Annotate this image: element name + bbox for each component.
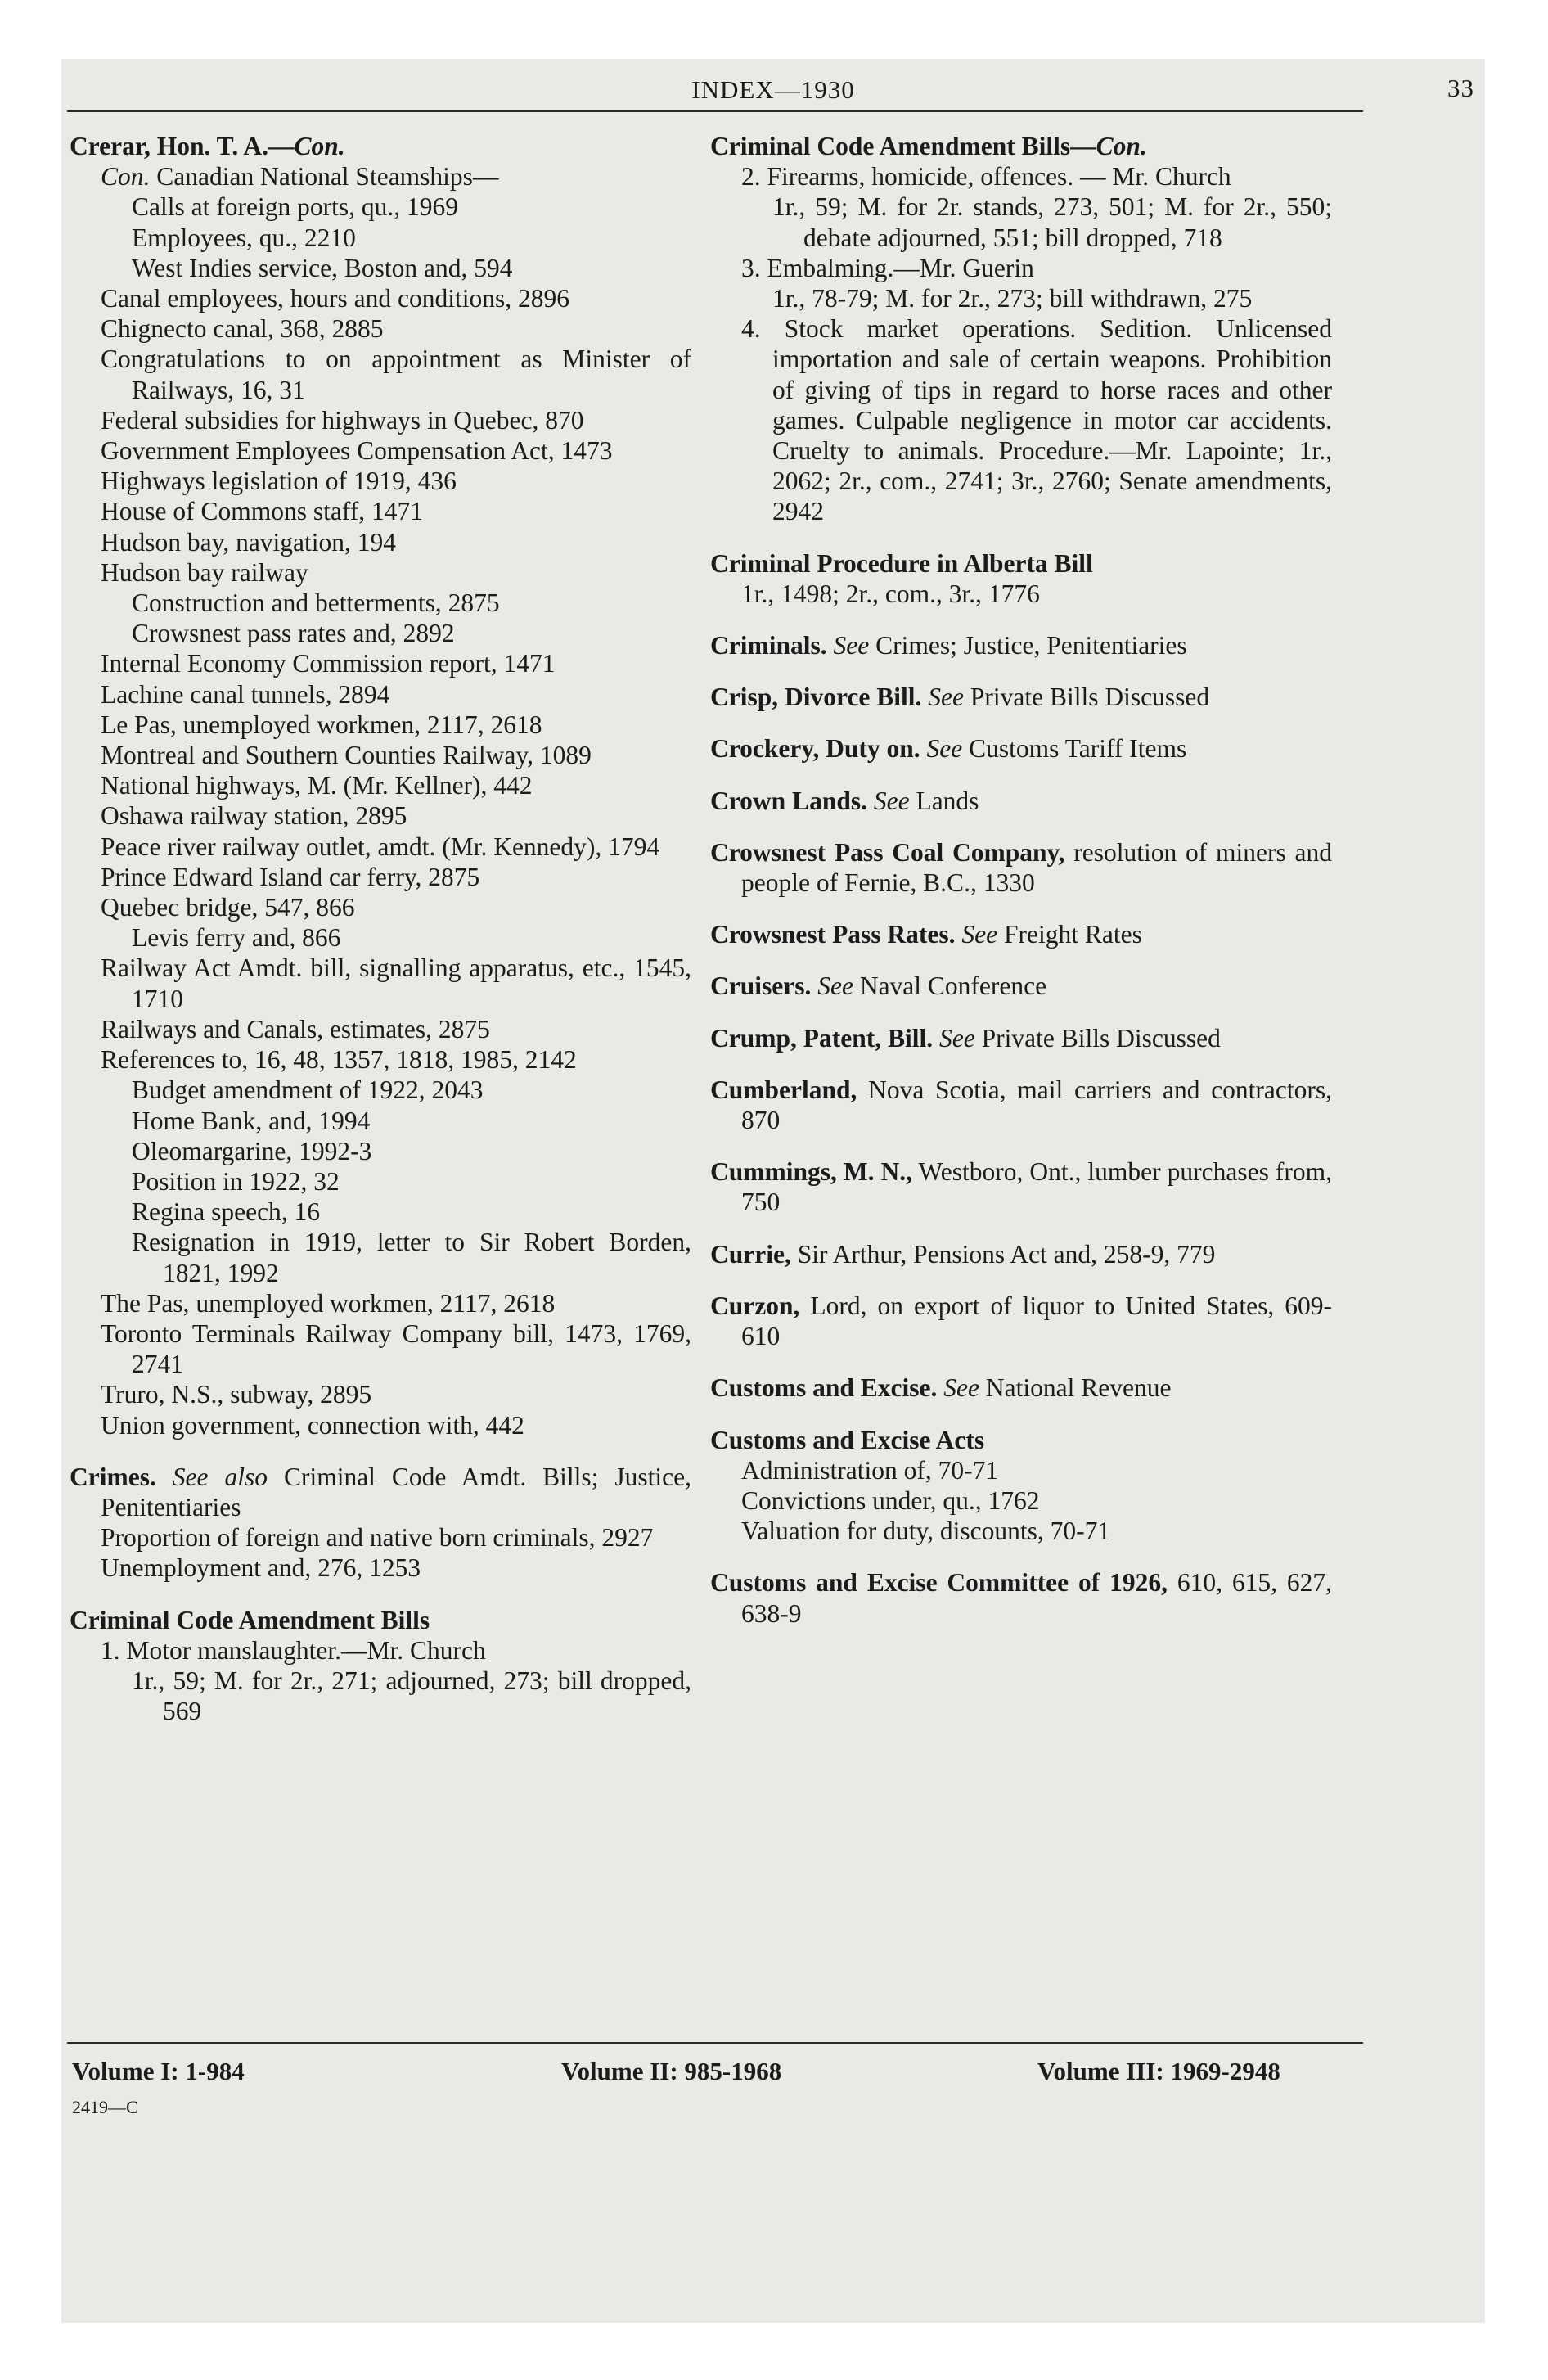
footer-volume-1: Volume I: 1-984 <box>72 2057 245 2085</box>
entry-see-reference: See <box>961 920 998 949</box>
entry-text: Railway Act Amdt. bill, signalling apparatus, etc., 1545, 1710 <box>101 953 691 1013</box>
print-code: 2419—C <box>72 2097 138 2117</box>
entry-text: National highways, M. (Mr. Kellner), 442 <box>101 771 533 800</box>
index-heading-entry <box>710 1291 1332 1351</box>
index-subentry <box>70 922 691 953</box>
entry-see-reference: See also <box>172 1462 268 1491</box>
entry-text: Levis ferry and, 866 <box>132 923 341 953</box>
entry-see-reference: See <box>873 786 910 815</box>
entry-text: Private Bills Discussed <box>981 1023 1221 1053</box>
volume-footer <box>72 2050 1365 2091</box>
entry-text: The Pas, unemployed workmen, 2117, 2618 <box>101 1288 556 1318</box>
index-subentry <box>70 435 691 466</box>
index-subentry <box>70 892 691 922</box>
entry-text: Government Employees Compensation Act, 1473 <box>101 436 613 466</box>
index-subentry <box>70 1075 691 1105</box>
entry-text: 3. Embalming.—Mr. Guerin <box>741 253 1034 282</box>
index-subentry <box>70 710 691 740</box>
index-heading-entry <box>70 131 691 161</box>
entry-text: 1r., 59; M. for 2r., 271; adjourned, 273; bill dropped, 569 <box>132 1666 691 1726</box>
entry-text: Oshawa railway station, 2895 <box>101 801 407 831</box>
entry-text: Federal subsidies for highways in Quebec, 870 <box>101 405 584 435</box>
entry-text: Customs Tariff Items <box>969 734 1187 764</box>
entry-text: Private Bills Discussed <box>970 683 1210 712</box>
entry-text: Convictions under, qu., 1762 <box>741 1485 1040 1515</box>
entry-heading: Currie, <box>710 1239 791 1269</box>
index-subentry <box>70 862 691 892</box>
entry-heading: Cummings, M. N., <box>710 1157 913 1187</box>
entry-text: Freight Rates <box>1004 920 1142 949</box>
index-subentry <box>70 953 691 1013</box>
entry-text: Valuation for duty, discounts, 70-71 <box>741 1517 1111 1546</box>
entry-text: 1r., 59; M. for 2r. stands, 273, 501; M. for 2r., 550; debate adjourned, 551; bill dropped, 718 <box>772 192 1332 252</box>
page-number: 33 <box>1447 74 1474 102</box>
entry-heading: Criminal Code Amendment Bills <box>70 1605 430 1634</box>
entry-text: Criminal Code Amdt. Bills; Justice, Penitentiaries <box>101 1462 691 1521</box>
index-heading-entry <box>70 1462 691 1522</box>
index-subentry <box>710 161 1332 192</box>
index-heading-entry <box>710 919 1332 949</box>
entry-text: resolution of miners and people of Fernie, B.C., 1330 <box>741 837 1332 898</box>
entry-heading: Crockery, Duty on. <box>710 734 920 764</box>
index-subentry <box>70 1227 691 1287</box>
index-subentry <box>70 648 691 678</box>
entry-heading: Crown Lands. <box>710 786 867 815</box>
entry-heading: Customs and Excise Acts <box>710 1425 985 1454</box>
entry-text: Highways legislation of 1919, 436 <box>101 467 457 496</box>
index-subentry <box>70 283 691 313</box>
index-heading-entry <box>710 131 1332 161</box>
entry-text: Union government, connection with, 442 <box>101 1410 524 1440</box>
entry-text: Proportion of foreign and native born criminals, 2927 <box>101 1523 654 1553</box>
index-subentry <box>70 1635 691 1666</box>
index-heading-entry <box>710 1239 1332 1269</box>
entry-text: Employees, qu., 2210 <box>132 223 356 252</box>
index-heading-entry <box>710 1156 1332 1217</box>
entry-text: Naval Conference <box>859 971 1047 1001</box>
index-subentry <box>70 1197 691 1227</box>
index-subentry <box>70 405 691 435</box>
index-heading-entry <box>710 786 1332 816</box>
index-column-left <box>70 131 691 1726</box>
index-heading-entry <box>710 837 1332 898</box>
index-subentry <box>70 770 691 800</box>
entry-text: Hudson bay railway <box>101 557 308 587</box>
entry-text: Position in 1922, 32 <box>132 1166 340 1196</box>
index-column-right <box>710 131 1332 1629</box>
entry-text: Construction and betterments, 2875 <box>132 588 500 618</box>
entry-text: 1r., 78-79; M. for 2r., 273; bill withdrawn, 275 <box>772 284 1253 313</box>
entry-heading: Crimes. <box>70 1462 156 1491</box>
entry-heading: Customs and Excise Committee of 1926, <box>710 1568 1168 1598</box>
footer-volume-2: Volume II: 985-1968 <box>561 2057 782 2085</box>
index-subentry <box>710 253 1332 283</box>
entry-heading: Crisp, Divorce Bill. <box>710 683 922 712</box>
entry-heading: Crowsnest Pass Rates. <box>710 920 956 949</box>
entry-text: Toronto Terminals Railway Company bill, 1473, 1769, 2741 <box>101 1318 691 1379</box>
entry-text: Quebec bridge, 547, 866 <box>101 893 355 922</box>
index-heading-entry <box>710 971 1332 1001</box>
entry-text: Prince Edward Island car ferry, 2875 <box>101 862 480 891</box>
index-subentry <box>70 1136 691 1166</box>
index-heading-entry <box>70 1605 691 1635</box>
entry-heading: Crowsnest Pass Coal Company, <box>710 837 1065 867</box>
index-subentry <box>70 588 691 618</box>
entry-text: Lachine canal tunnels, 2894 <box>101 679 390 709</box>
footer-volume-3: Volume III: 1969-2948 <box>1037 2057 1280 2085</box>
index-subentry <box>70 344 691 404</box>
entry-text: Chignecto canal, 368, 2885 <box>101 314 384 344</box>
index-heading-entry <box>710 733 1332 764</box>
index-subentry <box>70 557 691 588</box>
entry-text: National Revenue <box>985 1373 1172 1403</box>
index-subentry <box>710 1485 1332 1516</box>
entry-heading: Criminals. <box>710 631 827 660</box>
entry-text: Sir Arthur, Pensions Act and, 258-9, 779 <box>797 1239 1216 1269</box>
entry-see-reference: Con. <box>101 162 151 192</box>
entry-text: Home Bank, and, 1994 <box>132 1106 371 1135</box>
entry-heading-continued: Con. <box>294 132 345 160</box>
entry-text: 610, 615, 627, 638-9 <box>741 1568 1333 1628</box>
entry-text: References to, 16, 48, 1357, 1818, 1985, 2142 <box>101 1045 577 1075</box>
entry-text: Administration of, 70-71 <box>741 1455 999 1485</box>
entry-text: Unemployment and, 276, 1253 <box>101 1553 421 1583</box>
index-subentry <box>70 313 691 344</box>
entry-see-reference: See <box>833 631 870 660</box>
entry-text: 2. Firearms, homicide, offences. — Mr. Church <box>741 162 1231 192</box>
index-subentry <box>70 1014 691 1044</box>
index-subentry <box>710 192 1332 252</box>
entry-text: Lord, on export of liquor to United States, 609-610 <box>741 1291 1333 1351</box>
index-subentry <box>70 832 691 862</box>
entry-text: 1r., 1498; 2r., com., 3r., 1776 <box>741 579 1040 608</box>
entry-text: Nova Scotia, mail carriers and contractors, 870 <box>741 1075 1333 1135</box>
entry-text: Calls at foreign ports, qu., 1969 <box>132 192 458 222</box>
entry-heading-continued: Con. <box>1096 132 1147 160</box>
index-subentry <box>70 192 691 222</box>
entry-text: Oleomargarine, 1992-3 <box>132 1136 372 1165</box>
entry-heading: Cruisers. <box>710 971 812 1001</box>
entry-text: Montreal and Southern Counties Railway, 1089 <box>101 741 592 770</box>
index-subentry <box>70 1288 691 1318</box>
entry-see-reference: See <box>817 971 853 1001</box>
entry-heading: Crerar, Hon. T. A.—Con. <box>70 132 345 160</box>
entry-text: Peace river railway outlet, amdt. (Mr. Kennedy), 1794 <box>101 832 660 861</box>
index-subentry <box>710 283 1332 313</box>
index-subentry <box>710 579 1332 609</box>
index-heading-entry <box>710 630 1332 660</box>
index-heading-entry <box>710 1567 1332 1628</box>
entry-text: Canadian National Steamships— <box>156 162 499 192</box>
index-heading-entry <box>710 1373 1332 1403</box>
header-title: INDEX—1930 <box>691 75 855 104</box>
index-heading-entry <box>710 1023 1332 1053</box>
index-subentry <box>70 466 691 496</box>
entry-text: Regina speech, 16 <box>132 1197 321 1227</box>
entry-text: 1. Motor manslaughter.—Mr. Church <box>101 1635 486 1665</box>
entry-see-reference: See <box>926 734 963 764</box>
index-subentry <box>70 1166 691 1197</box>
entry-text: Congratulations to on appointment as Minister of Railways, 16, 31 <box>101 345 691 404</box>
index-heading-entry <box>710 1075 1332 1135</box>
index-subentry <box>70 618 691 648</box>
index-subentry <box>70 800 691 831</box>
running-header <box>72 65 1474 115</box>
entry-text: 4. Stock market operations. Sedition. Unlicensed importation and sale of certain weapons. Prohibition of giving of tips in regard to horse races and other games. Culpable negligence in motor car accidents. Cruelty to animals. Procedure.—Mr. Lapointe; 1r., 2062; 2r., com., 2741; 3r., 2760; Senate amendments, 2942 <box>741 314 1332 526</box>
entry-text: Crowsnest pass rates and, 2892 <box>132 619 455 648</box>
index-subentry <box>70 496 691 526</box>
entry-heading: Criminal Code Amendment Bills—Con. <box>710 132 1147 160</box>
entry-see-reference: See <box>928 683 964 712</box>
entry-heading: Curzon, <box>710 1291 800 1320</box>
entry-text: Crimes; Justice, Penitentiaries <box>875 631 1187 660</box>
entry-heading: Cumberland, <box>710 1075 857 1104</box>
index-subentry <box>710 1455 1332 1485</box>
entry-text: Hudson bay, navigation, 194 <box>101 527 397 557</box>
entry-heading: Crump, Patent, Bill. <box>710 1023 934 1053</box>
entry-text: Resignation in 1919, letter to Sir Robert Borden, 1821, 1992 <box>132 1228 691 1287</box>
entry-text: Truro, N.S., subway, 2895 <box>101 1380 372 1409</box>
index-subentry <box>70 1106 691 1136</box>
index-subentry <box>70 1044 691 1075</box>
index-subentry <box>70 1553 691 1583</box>
index-subentry <box>70 253 691 283</box>
index-heading-entry <box>710 548 1332 579</box>
entry-heading: Customs and Excise. <box>710 1373 938 1403</box>
entry-heading: Criminal Procedure in Alberta Bill <box>710 548 1093 578</box>
entry-see-reference: See <box>939 1023 975 1053</box>
entry-text: Budget amendment of 1922, 2043 <box>132 1075 484 1105</box>
index-subentry <box>70 1522 691 1553</box>
entry-see-reference: See <box>943 1373 980 1403</box>
index-subentry <box>70 527 691 557</box>
entry-text: Canal employees, hours and conditions, 2896 <box>101 284 570 313</box>
index-subentry <box>70 1410 691 1440</box>
entry-text: House of Commons staff, 1471 <box>101 497 424 526</box>
entry-text: Internal Economy Commission report, 1471 <box>101 649 556 678</box>
index-subentry <box>70 161 691 192</box>
index-subentry <box>70 1379 691 1409</box>
header-rule <box>67 110 1363 112</box>
index-heading-entry <box>710 682 1332 712</box>
entry-text: Railways and Canals, estimates, 2875 <box>101 1014 490 1044</box>
index-subentry <box>70 679 691 710</box>
index-subentry <box>710 1516 1332 1546</box>
index-heading-entry <box>710 1425 1332 1455</box>
entry-text: Lands <box>916 786 979 815</box>
entry-text: West Indies service, Boston and, 594 <box>132 253 513 282</box>
index-subentry <box>710 313 1332 526</box>
index-subentry <box>70 1318 691 1379</box>
footer-rule <box>67 2042 1363 2044</box>
index-subentry <box>70 223 691 253</box>
entry-text: Le Pas, unemployed workmen, 2117, 2618 <box>101 710 542 739</box>
index-subentry <box>70 740 691 770</box>
entry-text: Westboro, Ont., lumber purchases from, 750 <box>741 1157 1332 1217</box>
index-subentry <box>70 1666 691 1726</box>
